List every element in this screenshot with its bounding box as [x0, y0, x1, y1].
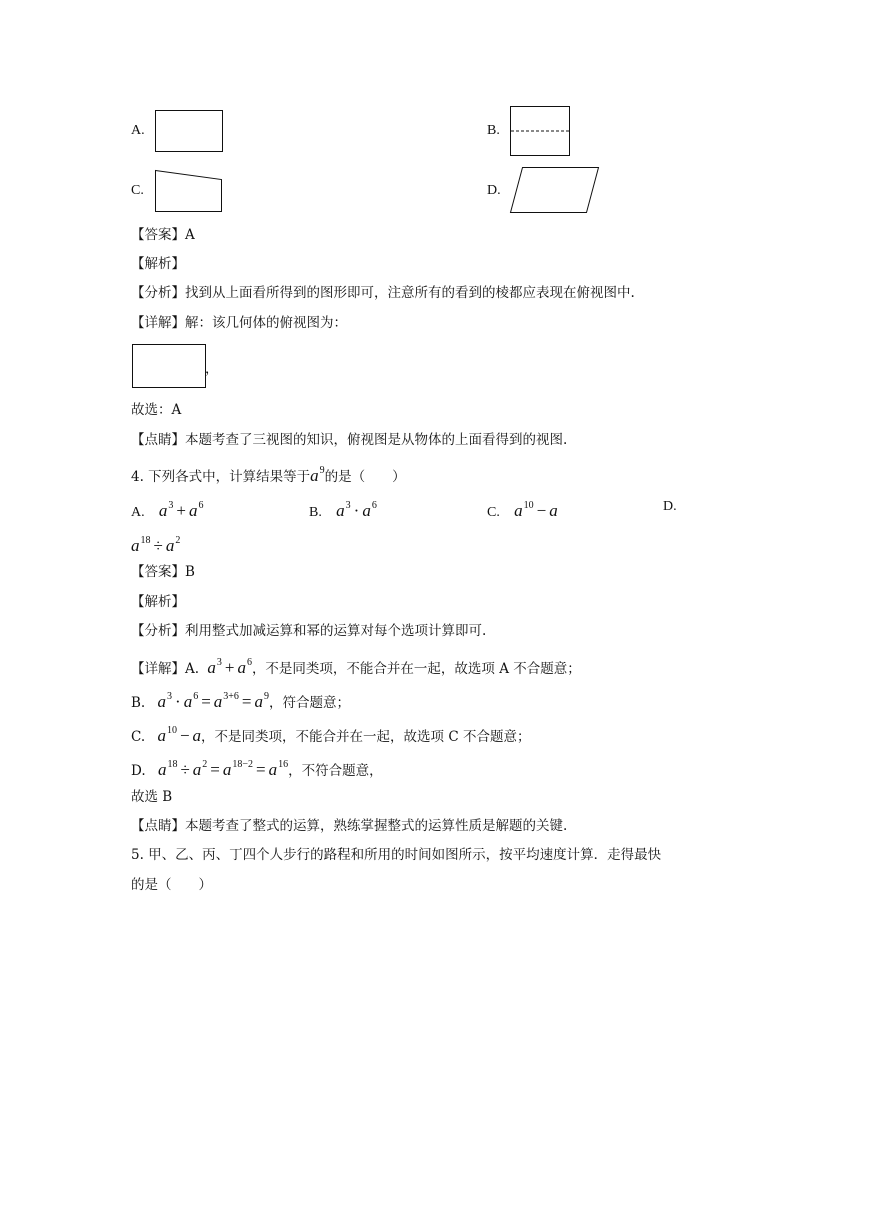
q4-answer: 【答案】B	[131, 564, 195, 580]
q4-option-d	[663, 497, 677, 516]
q4-option-c-label: C.	[487, 505, 500, 520]
q4-detail-a	[131, 654, 581, 678]
q4-detail-a-expr: $a^3 + a^6$	[207, 657, 252, 677]
q4-option-b-expr: $a^3 \cdot a^6$	[336, 500, 377, 520]
option-d-parallelogram-figure	[510, 167, 602, 215]
q4-option-b	[309, 497, 377, 522]
q4-detail-d-prefix: D.	[131, 763, 146, 779]
q4-detail-d-expr: $a^{18} \div a^2 = a^{18-2} = a^{16}$	[157, 759, 289, 779]
q4-comment: 【点睛】本题考查了整式的运算，熟练掌握整式的运算性质是解题的关键.	[131, 818, 568, 834]
q4-detail-c-prefix: C.	[131, 729, 146, 745]
q4-option-b-label: B.	[309, 505, 322, 520]
q4-analysis-heading: 【解析】	[131, 594, 185, 610]
q4-analysis-text: 【分析】利用整式加减运算和幂的运算对每个选项计算即可.	[131, 623, 487, 639]
q4-detail-b-prefix: B.	[131, 695, 146, 711]
option-d-label: D.	[487, 183, 501, 198]
q3-figure-comma: ，	[205, 361, 219, 377]
q4-detail-c-text: ，不是同类项，不能合并在一起，故选项 C 不合题意；	[201, 729, 531, 745]
q4-detail-a-text: ，不是同类项，不能合并在一起，故选项 A 不合题意；	[251, 661, 581, 677]
q4-choice: 故选 B	[131, 789, 173, 805]
q4-option-c-expr: $a^{10} - a$	[514, 500, 558, 520]
q5-stem-line2: 的是（ ）	[131, 877, 212, 893]
q3-detail-text: 【详解】解：该几何体的俯视图为：	[131, 315, 347, 331]
q3-answer: 【答案】A	[131, 227, 195, 243]
q4-stem-exp: 9	[319, 465, 325, 476]
q4-option-d-label: D.	[663, 499, 677, 514]
q4-detail-a-prefix: 【详解】A.	[131, 661, 200, 677]
q5-stem-line1: 5. 甲、乙、丙、丁四个人步行的路程和所用的时间如图所示，按平均速度计算．走得最快	[131, 847, 662, 863]
q4-detail-d	[131, 756, 383, 780]
q4-stem-base: a	[310, 466, 319, 485]
option-c-label: C.	[131, 183, 144, 198]
q4-detail-c-expr: $a^{10} - a$	[157, 725, 202, 745]
q4-stem-math	[310, 466, 325, 485]
q3-analysis-text: 【分析】找到从上面看所得到的图形即可，注意所有的看到的棱都应表现在俯视图中.	[131, 285, 635, 301]
option-c-trapezoid-figure	[155, 170, 225, 214]
option-b-dashed-rectangle-figure	[510, 106, 572, 158]
q4-detail-b-expr: $a^3 \cdot a^6 = a^{3+6} = a^9$	[157, 691, 270, 711]
q3-analysis-heading: 【解析】	[131, 256, 185, 272]
q4-detail-b-text: ，符合题意；	[269, 695, 351, 711]
option-b-label: B.	[487, 123, 500, 138]
q4-option-c	[487, 497, 558, 522]
option-a-rectangle-figure	[155, 110, 225, 154]
q4-stem	[131, 462, 406, 486]
q4-option-d-expr: $a^{18} \div a^2$	[131, 535, 181, 555]
q4-option-a-label: A.	[131, 505, 145, 520]
option-a-label: A.	[131, 123, 145, 138]
q3-top-view-rectangle-figure	[132, 344, 208, 390]
q4-detail-d-text: ，不符合题意，	[288, 763, 383, 779]
q4-stem-suffix: 的是（ ）	[324, 469, 406, 485]
q4-detail-b	[131, 688, 350, 712]
q4-detail-c	[131, 722, 530, 746]
q3-comment: 【点睛】本题考查了三视图的知识，俯视图是从物体的上面看得到的视图.	[131, 432, 568, 448]
q3-choice: 故选：A	[131, 402, 182, 418]
q4-stem-prefix: 4. 下列各式中，计算结果等于	[131, 469, 311, 485]
q4-option-a	[131, 497, 204, 522]
q4-option-a-expr: $a^3 + a^6$	[158, 500, 204, 520]
